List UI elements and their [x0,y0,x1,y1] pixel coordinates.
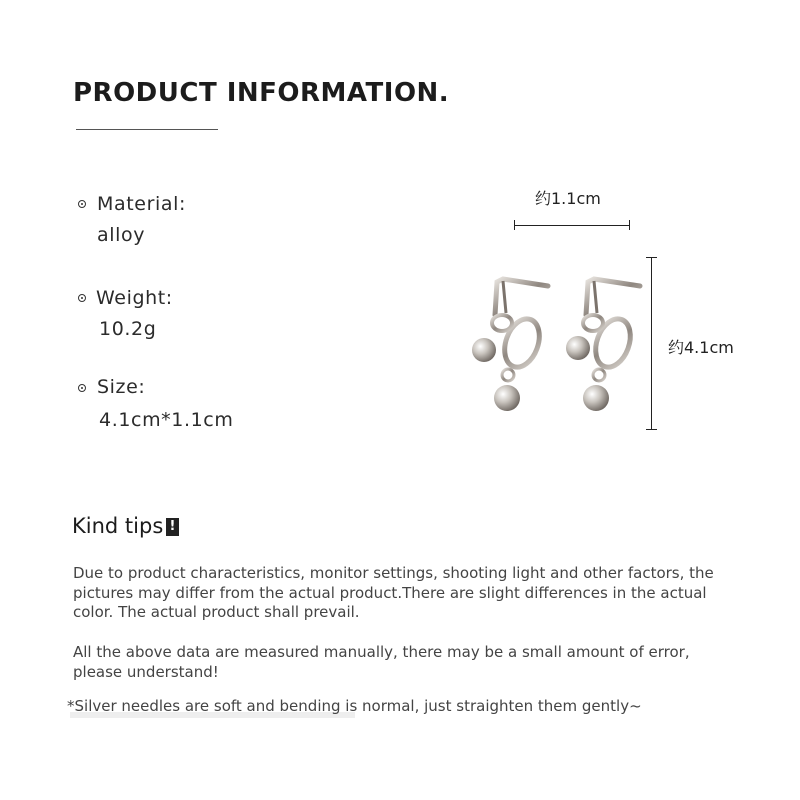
height-dimension-tick [646,429,657,430]
material-value: alloy [97,224,146,246]
kind-tips-heading: Kind tips [72,514,164,538]
size-label: Size: [97,376,146,398]
bullet-icon [78,200,86,208]
page-title: PRODUCT INFORMATION. [73,78,450,108]
width-dimension-tick [629,220,630,230]
bullet-icon [78,384,86,392]
disclaimer-paragraph: Due to product characteristics, monitor settings, shooting light and other factors, the pictures may differ from the actual product.There are slight differences in the actual color. The actual product shall prevail. [73,564,714,621]
height-dimension-label: 约4.1cm [668,338,734,357]
width-dimension-tick [514,220,515,230]
width-dimension-line [514,225,630,226]
earrings-image [460,265,660,425]
earring-left [472,279,548,411]
width-dimension-label: 约1.1cm [535,189,601,208]
earring-right [566,279,640,411]
bullet-icon [78,294,86,302]
title-divider [76,129,218,130]
weight-value: 10.2g [99,318,157,340]
material-label: Material: [97,193,186,215]
measurement-paragraph: All the above data are measured manually, there may be a small amount of error, please understand! [73,643,690,681]
silver-needle-note: *Silver needles are soft and bending is normal, just straighten them gently~ [67,697,642,715]
exclamation-icon: ! [166,518,179,536]
weight-label: Weight: [96,287,173,309]
height-dimension-tick [646,257,657,258]
size-value: 4.1cm*1.1cm [99,409,234,431]
